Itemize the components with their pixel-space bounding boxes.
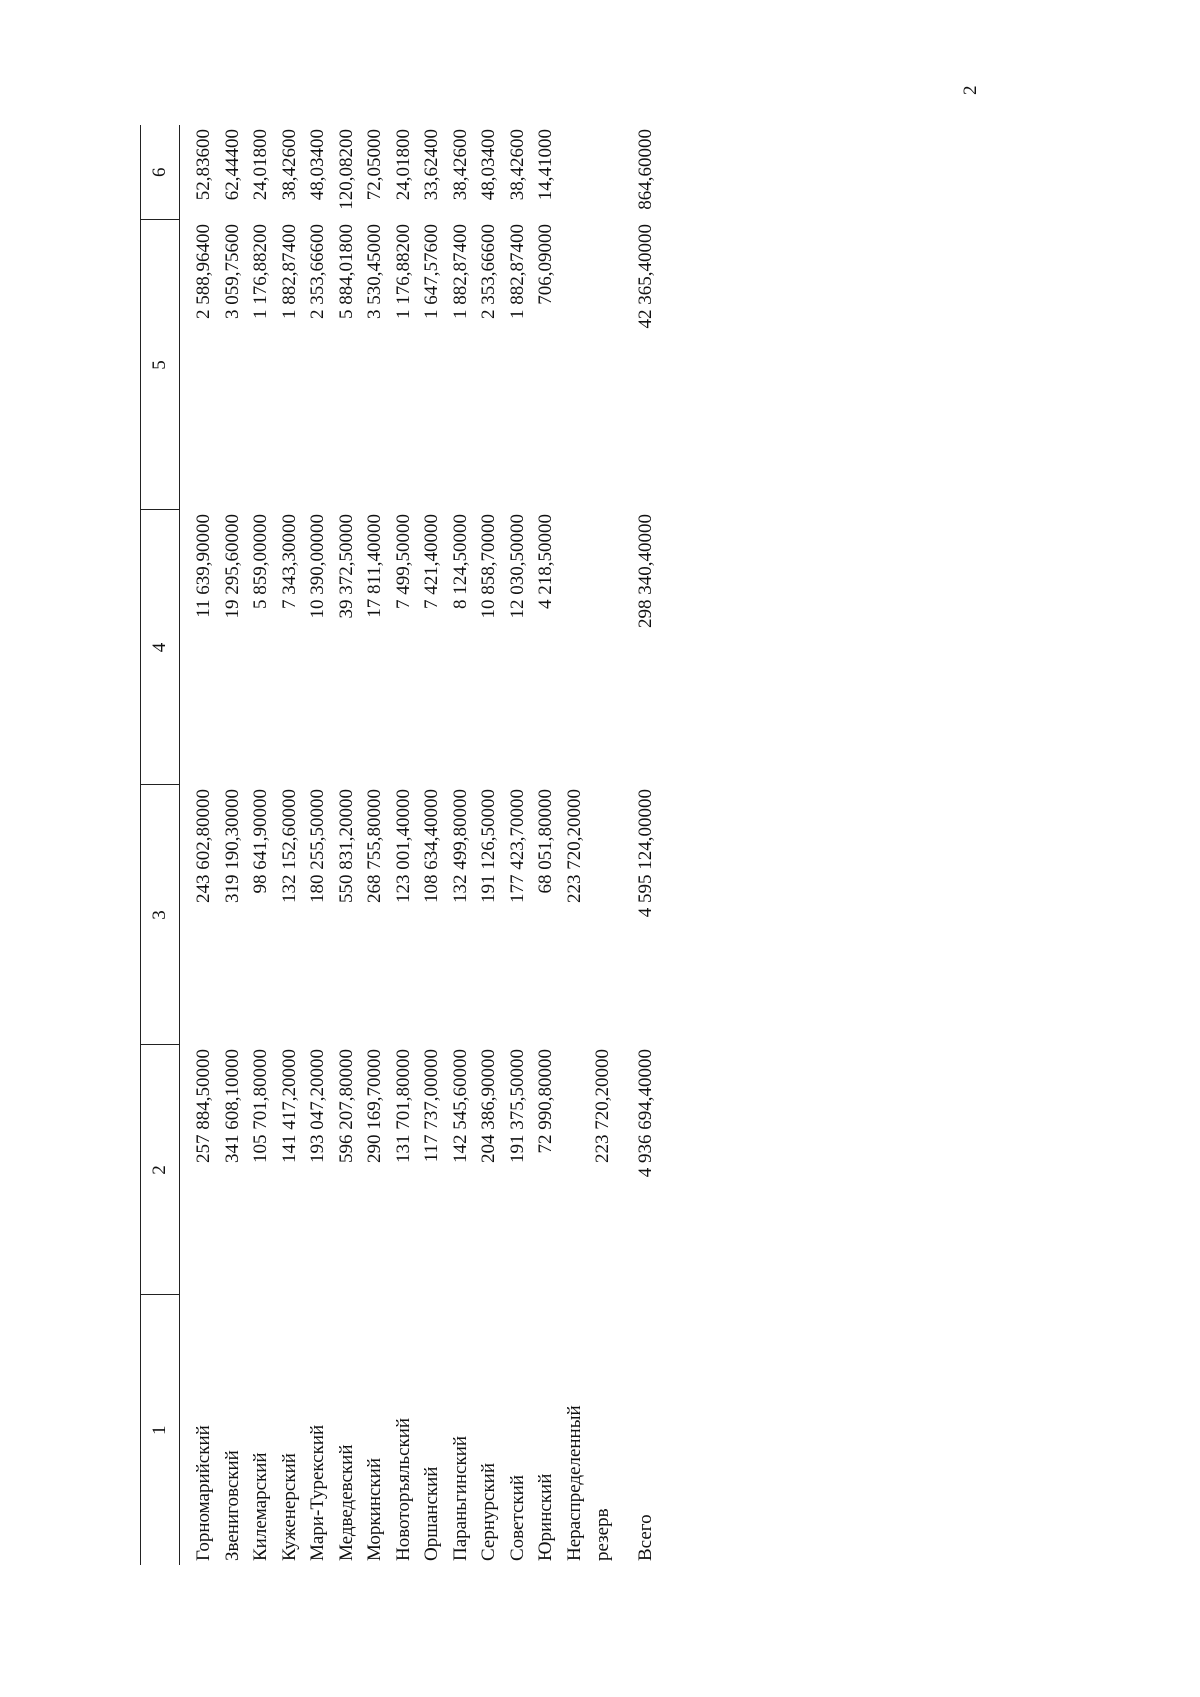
cell-col2: 341 608,10000 <box>221 1049 243 1163</box>
cell-col4: 17 811,40000 <box>364 514 385 618</box>
cell-col5: 1 882,87400 <box>506 224 528 319</box>
cell-col2: 105 701,80000 <box>250 1049 271 1163</box>
table-row <box>504 125 533 1565</box>
table-row <box>390 125 419 1565</box>
cell-col2: 117 737,00000 <box>421 1049 442 1163</box>
cell-col3: 319 190,30000 <box>221 789 243 903</box>
column-header-1: 1 <box>141 1295 180 1565</box>
cell-col3: 243 602,80000 <box>193 789 214 903</box>
district-name: Юринский <box>535 1473 556 1561</box>
district-name: Килемарский <box>250 1452 271 1561</box>
cell-col6: 52,83600 <box>193 129 214 201</box>
reserve-col3 <box>561 785 618 1045</box>
cell-col5: 2 353,66600 <box>307 224 328 319</box>
reserve-label <box>561 1295 618 1565</box>
cell-col3: 108 634,40000 <box>421 789 442 903</box>
district-name: Новоторъяльский <box>392 1417 414 1561</box>
cell-col6: 24,01800 <box>250 129 271 201</box>
table-row <box>418 125 447 1565</box>
total-col2: 4 936 694,40000 <box>634 1049 656 1178</box>
cell-col4: 7 343,30000 <box>278 514 300 609</box>
total-col4: 298 340,40000 <box>634 514 656 628</box>
cell-col4: 11 639,90000 <box>193 514 214 618</box>
cell-col3: 268 755,80000 <box>364 789 385 903</box>
cell-col5: 1 176,88200 <box>392 224 414 319</box>
column-header-4: 4 <box>141 510 180 785</box>
district-name: Моркинский <box>364 1458 385 1561</box>
cell-col5: 1 882,87400 <box>278 224 300 319</box>
cell-col4: 10 390,00000 <box>307 514 328 619</box>
cell-col4: 5 859,00000 <box>250 514 271 609</box>
cell-col6: 33,62400 <box>421 129 442 201</box>
table-row <box>219 125 248 1565</box>
table-row <box>361 125 390 1565</box>
cell-col4: 10 858,70000 <box>478 514 499 619</box>
rotated-table-container <box>140 125 660 1565</box>
table-row <box>247 125 276 1565</box>
cell-col5: 2 353,66600 <box>478 224 499 319</box>
cell-col2: 191 375,50000 <box>506 1049 528 1163</box>
column-header-2: 2 <box>141 1045 180 1295</box>
cell-col2: 290 169,70000 <box>364 1049 385 1163</box>
cell-col5: 2 588,96400 <box>193 224 214 319</box>
cell-col6: 48,03400 <box>307 129 328 201</box>
total-col6: 864,60000 <box>634 129 656 210</box>
table-row <box>475 125 504 1565</box>
cell-col2: 72 990,80000 <box>535 1049 556 1154</box>
reserve-label-line1: Нераспределенный <box>563 1405 585 1561</box>
district-name: Оршанский <box>421 1466 442 1561</box>
table-body <box>180 125 661 1565</box>
district-name: Советский <box>506 1474 528 1561</box>
cell-col2: 131 701,80000 <box>392 1049 414 1163</box>
cell-col4: 19 295,60000 <box>221 514 243 619</box>
table-row <box>276 125 305 1565</box>
cell-col3: 191 126,50000 <box>478 789 499 903</box>
reserve-col3-value: 223 720,20000 <box>563 789 585 903</box>
cell-col3: 177 423,70000 <box>506 789 528 903</box>
cell-col5: 3 530,45000 <box>364 224 385 319</box>
cell-col6: 120,08200 <box>335 129 357 210</box>
district-name: Медведевский <box>335 1444 357 1561</box>
cell-col6: 72,05000 <box>364 129 385 201</box>
table-row <box>447 125 476 1565</box>
cell-col4: 4 218,50000 <box>535 514 556 609</box>
table-row <box>180 125 219 1565</box>
cell-col4: 8 124,50000 <box>449 514 471 609</box>
cell-col5: 5 884,01800 <box>335 224 357 319</box>
cell-col3: 132 499,80000 <box>449 789 471 903</box>
cell-col5: 1 176,88200 <box>250 224 271 319</box>
table-header-row <box>141 125 180 1565</box>
cell-col6: 38,42600 <box>506 129 528 201</box>
total-label: Всего <box>634 1514 656 1561</box>
cell-col6: 24,01800 <box>392 129 414 201</box>
cell-col3: 180 255,50000 <box>307 789 328 903</box>
district-name: Звениговский <box>221 1450 243 1561</box>
cell-col2: 257 884,50000 <box>193 1049 214 1163</box>
reserve-label-line2: резерв <box>592 1508 613 1561</box>
data-table <box>140 125 660 1565</box>
reserve-row <box>561 125 618 1565</box>
page-number: 2 <box>960 85 981 95</box>
cell-col2: 142 545,60000 <box>449 1049 471 1163</box>
column-header-3: 3 <box>141 785 180 1045</box>
cell-col4: 12 030,50000 <box>506 514 528 619</box>
cell-col2: 596 207,80000 <box>335 1049 357 1163</box>
cell-col6: 38,42600 <box>278 129 300 201</box>
district-name: Параньгинский <box>449 1435 471 1561</box>
cell-col2: 193 047,20000 <box>307 1049 328 1163</box>
cell-col5: 3 059,75600 <box>221 224 243 319</box>
cell-col3: 123 001,40000 <box>392 789 414 903</box>
cell-col3: 68 051,80000 <box>535 789 556 894</box>
cell-col4: 7 499,50000 <box>392 514 414 609</box>
table-row <box>532 125 561 1565</box>
cell-col6: 38,42600 <box>449 129 471 201</box>
district-name: Горномарийский <box>193 1425 214 1561</box>
cell-col2: 204 386,90000 <box>478 1049 499 1163</box>
cell-col3: 98 641,90000 <box>250 789 271 894</box>
total-col3: 4 595 124,00000 <box>634 789 656 918</box>
cell-col3: 550 831,20000 <box>335 789 357 903</box>
cell-col2: 141 417,20000 <box>278 1049 300 1163</box>
total-col5: 42 365,40000 <box>634 224 656 329</box>
cell-col6: 48,03400 <box>478 129 499 201</box>
column-header-5: 5 <box>141 220 180 510</box>
cell-col3: 132 152,60000 <box>278 789 300 903</box>
table-row <box>333 125 362 1565</box>
cell-col5: 1 882,87400 <box>449 224 471 319</box>
cell-col6: 14,41000 <box>535 129 556 201</box>
total-row <box>618 125 661 1565</box>
district-name: Куженерский <box>278 1453 300 1561</box>
reserve-col2-value: 223 720,20000 <box>592 1049 613 1163</box>
district-name: Сернурский <box>478 1462 499 1561</box>
cell-col4: 39 372,50000 <box>335 514 357 619</box>
cell-col4: 7 421,40000 <box>421 514 442 609</box>
reserve-col2 <box>561 1045 618 1295</box>
column-header-6: 6 <box>141 125 180 220</box>
district-name: Мари-Турекский <box>307 1424 328 1561</box>
table-row <box>304 125 333 1565</box>
cell-col5: 706,09000 <box>535 224 556 305</box>
cell-col5: 1 647,57600 <box>421 224 442 319</box>
cell-col6: 62,44400 <box>221 129 243 201</box>
